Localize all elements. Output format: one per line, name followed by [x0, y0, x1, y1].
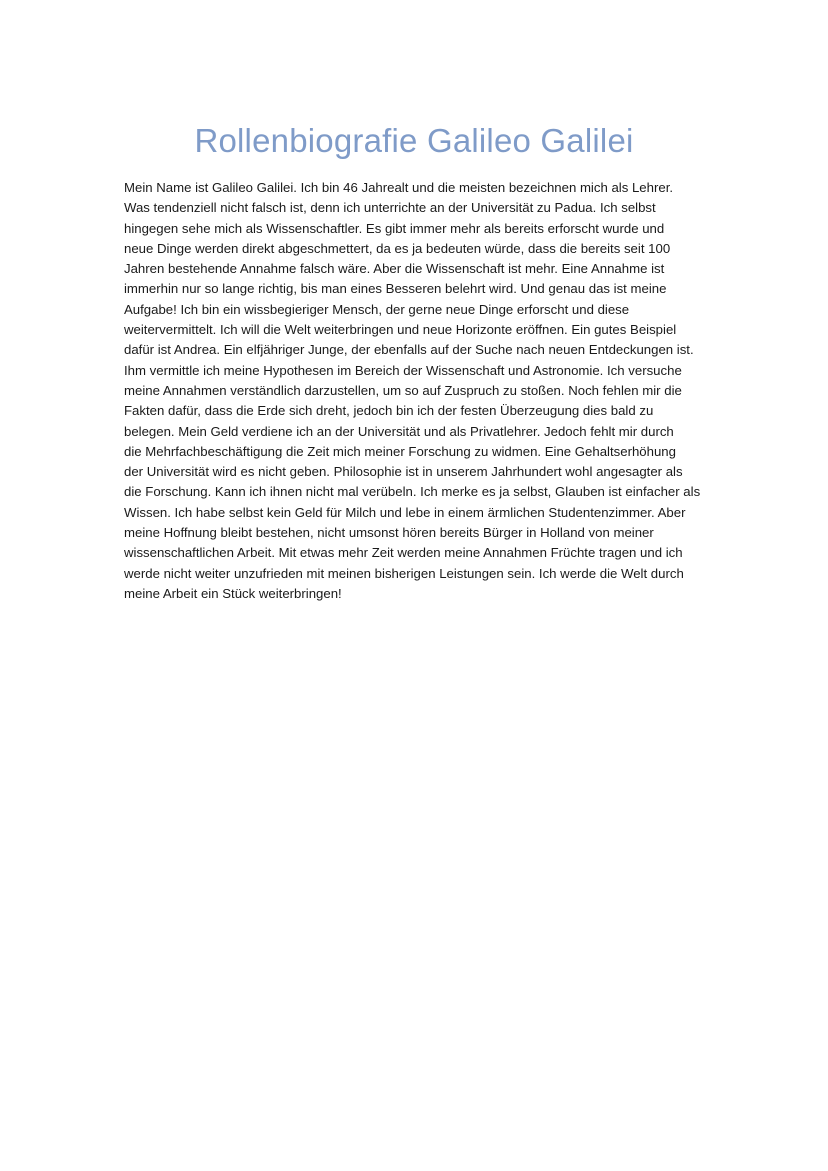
- paragraph-line: Aufgabe! Ich bin ein wissbegieriger Mensch, der gerne neue Dinge erforscht und diese: [124, 301, 630, 317]
- paragraph-line: immerhin nur so lange richtig, bis man eines Besseren belehrt wird. Und genau das ist meine: [124, 281, 667, 297]
- paragraph-line: der Universität wird es nicht geben. Philosophie ist in unserem Jahrhundert wohl angesagter als: [124, 464, 683, 480]
- paragraph-line: Ihm vermittle ich meine Hypothesen im Bereich der Wissenschaft und Astronomie. Ich versuche: [124, 362, 682, 378]
- paragraph-line: hingegen sehe mich als Wissenschaftler. Es gibt immer mehr als bereits erforscht wurde und: [124, 220, 665, 236]
- paragraph-line: die Mehrfachbeschäftigung die Zeit mich meiner Forschung zu widmen. Eine Gehaltserhöhung: [124, 443, 676, 459]
- paragraph-line: belegen. Mein Geld verdiene ich an der Universität und als Privatlehrer. Jedoch fehlt mir durch: [124, 423, 674, 439]
- body-paragraph: [124, 178, 734, 604]
- paragraph-line: Jahren bestehende Annahme falsch wäre. Aber die Wissenschaft ist mehr. Eine Annahme ist: [124, 261, 665, 277]
- paragraph-line: Wissen. Ich habe selbst kein Geld für Milch und lebe in einem ärmlichen Studentenzimmer. Aber: [124, 504, 686, 520]
- paragraph-line: die Forschung. Kann ich ihnen nicht mal verübeln. Ich merke es ja selbst, Glauben ist einfacher als: [124, 484, 701, 500]
- paragraph-line: neue Dinge werden direkt abgeschmettert, da es ja bedeuten würde, dass die bereits seit 100: [124, 240, 671, 256]
- paragraph-line: dafür ist Andrea. Ein elfjähriger Junge, der ebenfalls auf der Suche nach neuen Entdeckungen ist.: [124, 342, 694, 358]
- paragraph-line: weitervermittelt. Ich will die Welt weiterbringen und neue Horizonte eröffnen. Ein gutes Beispiel: [124, 322, 677, 338]
- paragraph-line: meine Arbeit ein Stück weiterbringen!: [124, 585, 342, 601]
- paragraph-line: werde nicht weiter unzufrieden mit meinen bisherigen Leistungen sein. Ich werde die Welt durch: [124, 565, 684, 581]
- paragraph-line: wissenschaftlichen Arbeit. Mit etwas mehr Zeit werden meine Annahmen Früchte tragen und ich: [124, 545, 683, 561]
- paragraph-line: Was tendenziell nicht falsch ist, denn ich unterrichte an der Universität zu Padua. Ich selbst: [124, 200, 656, 216]
- paragraph-line: meine Hoffnung bleibt bestehen, nicht umsonst hören bereits Bürger in Holland von meiner: [124, 525, 654, 541]
- paragraph-line: Mein Name ist Galileo Galilei. Ich bin 46 Jahrealt und die meisten bezeichnen mich als Lehrer.: [124, 180, 674, 195]
- paragraph-line: Fakten dafür, dass die Erde sich dreht, jedoch bin ich der festen Überzeugung dies bald zu: [124, 403, 654, 419]
- paragraph-line: meine Annahmen verständlich darzustellen, um so auf Zuspruch zu stoßen. Noch fehlen mir die: [124, 382, 682, 398]
- page-title: Rollenbiografie Galileo Galilei: [194, 122, 634, 160]
